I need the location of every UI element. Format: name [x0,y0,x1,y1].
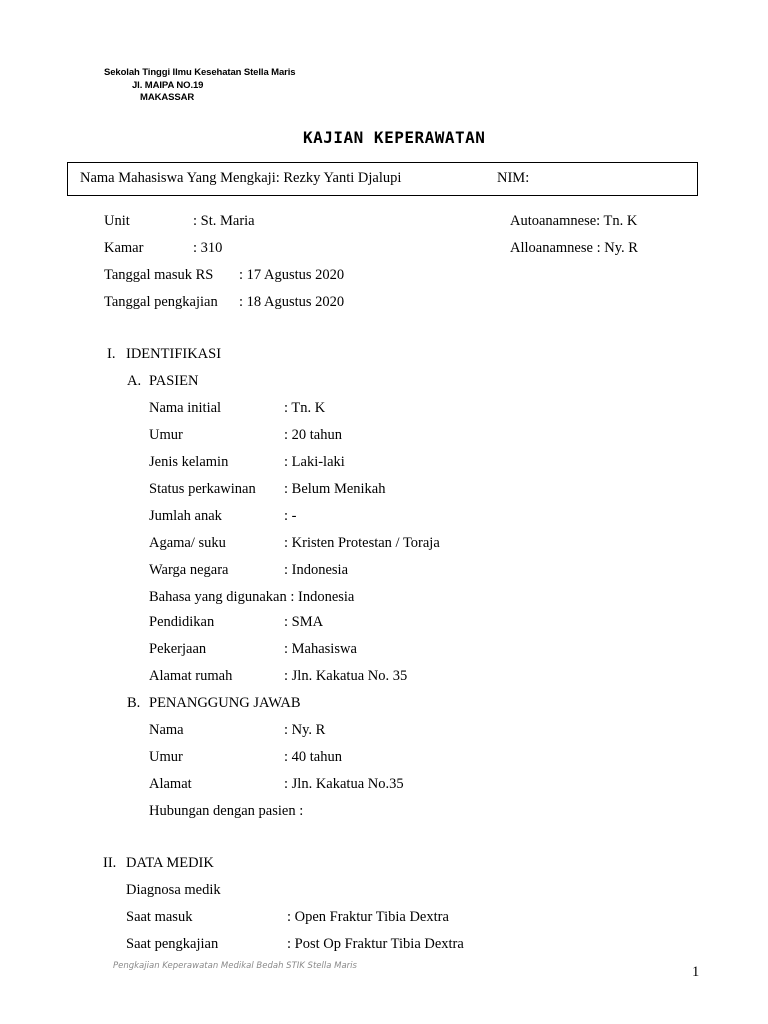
list-item-value: : Mahasiswa [284,641,357,657]
institution-name: Sekolah Tinggi Ilmu Kesehatan Stella Maris [104,67,296,78]
section2-number: II. [103,855,117,871]
page-title: KAJIAN KEPERAWATAN [303,128,486,147]
section1-title: IDENTIFIKASI [126,346,222,362]
list-item-label: Pendidikan [149,614,215,630]
list-item-value: : Tn. K [284,400,326,416]
list-item-value: : Post Op Fraktur Tibia Dextra [287,936,464,952]
list-item-label: Status perkawinan [149,481,256,497]
list-item-label: Jumlah anak [149,508,222,524]
list-item-label: Alamat rumah [149,668,233,684]
list-item-value: : Belum Menikah [284,481,386,497]
list-item-label: Jenis kelamin [149,454,229,470]
list-item-label: Bahasa yang digunakan : Indonesia [149,589,355,605]
list-item-label: Warga negara [149,562,229,578]
tanggal-pengkajian-value: : 18 Agustus 2020 [239,294,345,310]
student-name: Nama Mahasiswa Yang Mengkaji: Rezky Yanti Djalupi [80,170,402,186]
list-item-label: Saat pengkajian [126,936,219,952]
page-number: 1 [692,964,700,980]
institution-address: Jl. MAIPA NO.19 [132,80,204,91]
list-item-value: : Jln. Kakatua No. 35 [284,668,408,684]
list-item-value: : Indonesia [284,562,349,578]
list-item-value: : SMA [284,614,324,630]
list-item-value: : Open Fraktur Tibia Dextra [287,909,449,925]
list-item-label: Umur [149,749,183,765]
list-item-label: Agama/ suku [149,535,226,551]
list-item-value: : Kristen Protestan / Toraja [284,535,440,551]
list-item-label: Nama [149,722,184,738]
subsection-b-letter: B. [127,695,141,711]
section2-title: DATA MEDIK [126,855,214,871]
autoanamnese: Autoanamnese: Tn. K [510,213,638,229]
page-footer: Pengkajian Keperawatan Medikal Bedah STIK Stella Maris [113,961,357,971]
kamar-label: Kamar [104,240,144,256]
list-item-label: Nama initial [149,400,222,416]
list-item-value: : Laki-laki [284,454,345,470]
list-item-label: Pekerjaan [149,641,207,657]
list-item-value: : Jln. Kakatua No.35 [284,776,404,792]
list-item-label: Umur [149,427,183,443]
list-item-value: : 40 tahun [284,749,342,765]
list-item-value: : Ny. R [284,722,326,738]
subsection-a-letter: A. [127,373,142,389]
alloanamnese: Alloanamnese : Ny. R [510,240,638,256]
unit-label: Unit [104,213,130,229]
list-item-value: : 20 tahun [284,427,342,443]
subsection-b-title: PENANGGUNG JAWAB [149,695,301,711]
unit-value: : St. Maria [193,213,255,229]
list-item-value: : - [284,508,297,524]
section1-number: I. [107,346,116,362]
tanggal-masuk-value: : 17 Agustus 2020 [239,267,345,283]
list-item-label: Saat masuk [126,909,193,925]
diagnosa-heading: Diagnosa medik [126,882,221,898]
subsection-a-title: PASIEN [149,373,199,389]
list-item-label: Hubungan dengan pasien : [149,803,304,819]
tanggal-pengkajian-label: Tanggal pengkajian [104,294,218,310]
kamar-value: : 310 [193,240,223,256]
institution-city: MAKASSAR [140,92,195,103]
list-item-label: Alamat [149,776,192,792]
nim-label: NIM: [497,170,530,186]
tanggal-masuk-label: Tanggal masuk RS [104,267,214,283]
